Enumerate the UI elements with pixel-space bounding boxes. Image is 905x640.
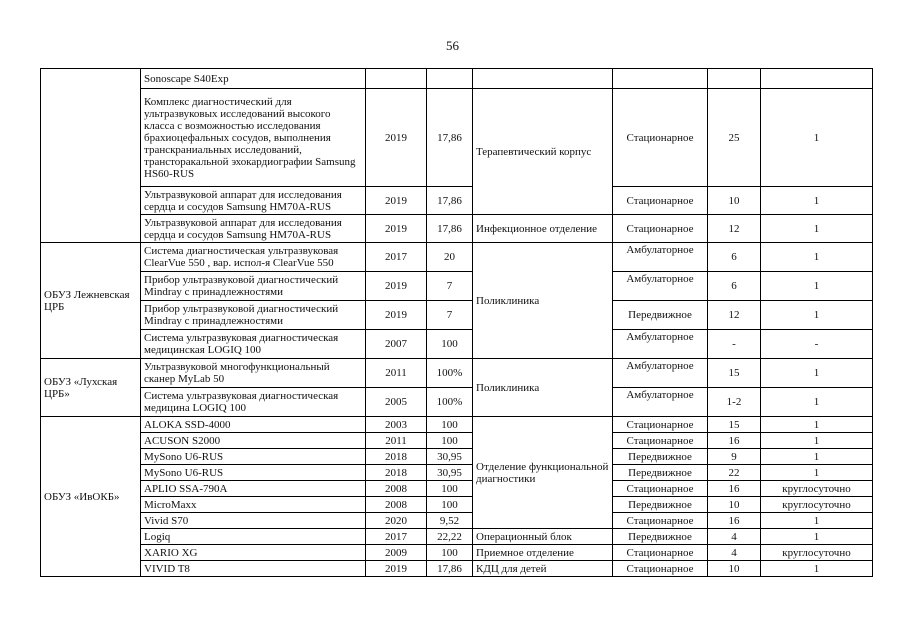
table-row	[41, 215, 873, 243]
hours-cell: 22	[708, 465, 761, 481]
wear-cell: 100	[427, 481, 473, 497]
wear-cell: 100	[427, 433, 473, 449]
shifts-cell: 1	[761, 215, 873, 243]
device-cell: Прибор ультразвуковой диагностический Mindray с принадлежностями	[141, 301, 366, 330]
table-row	[41, 243, 873, 272]
wear-cell: 17,86	[427, 187, 473, 215]
dept-cell: Поликлиника	[473, 359, 613, 417]
year-cell: 2019	[366, 215, 427, 243]
year-cell: 2011	[366, 359, 427, 388]
mode-cell: Стационарное	[613, 187, 708, 215]
device-cell: Ультразвуковой аппарат для исследования сердца и сосудов Samsung HM70A-RUS	[141, 215, 366, 243]
table-row	[41, 481, 873, 497]
mode-cell: Стационарное	[613, 417, 708, 433]
hours-cell: 9	[708, 449, 761, 465]
year-cell: 2005	[366, 388, 427, 417]
hours-cell: 1-2	[708, 388, 761, 417]
year-cell: 2017	[366, 529, 427, 545]
mode-cell: Стационарное	[613, 215, 708, 243]
hours-cell: 10	[708, 497, 761, 513]
wear-cell: 17,86	[427, 215, 473, 243]
year-cell: 2007	[366, 330, 427, 359]
table-row	[41, 545, 873, 561]
table-row	[41, 89, 873, 187]
wear-cell: 100	[427, 497, 473, 513]
mode-cell: Амбулаторное	[613, 359, 708, 388]
hours-cell: 12	[708, 301, 761, 330]
shifts-cell: 1	[761, 465, 873, 481]
mode-cell: Амбулаторное	[613, 388, 708, 417]
device-cell: MicroMaxx	[141, 497, 366, 513]
mode-cell: Амбулаторное	[613, 272, 708, 301]
wear-cell: 7	[427, 272, 473, 301]
year-cell: 2008	[366, 497, 427, 513]
org-cell: ОБУЗ «ИвОКБ»	[41, 417, 141, 577]
wear-cell: 22,22	[427, 529, 473, 545]
wear-cell: 100	[427, 330, 473, 359]
mode-cell: Передвижное	[613, 497, 708, 513]
device-cell: Прибор ультразвуковой диагностический Mindray с принадлежностями	[141, 272, 366, 301]
year-cell: 2008	[366, 481, 427, 497]
hours-cell: 16	[708, 481, 761, 497]
year-cell: 2003	[366, 417, 427, 433]
hours-cell: 6	[708, 272, 761, 301]
shifts-cell: -	[761, 330, 873, 359]
table-row	[41, 388, 873, 417]
mode-cell: Передвижное	[613, 529, 708, 545]
device-cell: MySono U6-RUS	[141, 465, 366, 481]
device-cell: Sonoscape S40Exp	[141, 69, 366, 89]
equipment-table	[40, 68, 873, 577]
wear-cell: 100	[427, 417, 473, 433]
year-cell: 2018	[366, 465, 427, 481]
hours-cell: 4	[708, 529, 761, 545]
device-cell: Ультразвуковой многофункциональный сканер MyLab 50	[141, 359, 366, 388]
mode-cell: Амбулаторное	[613, 243, 708, 272]
shifts-cell: 1	[761, 417, 873, 433]
year-cell: 2019	[366, 561, 427, 577]
device-cell: ACUSON S2000	[141, 433, 366, 449]
shifts-cell: 1	[761, 529, 873, 545]
table-row	[41, 330, 873, 359]
table-row	[41, 301, 873, 330]
shifts-cell: круглосуточно	[761, 481, 873, 497]
table-row	[41, 449, 873, 465]
device-cell: VIVID T8	[141, 561, 366, 577]
table-row	[41, 69, 873, 89]
org-cell: ОБУЗ Лежневская ЦРБ	[41, 243, 141, 359]
table-row	[41, 272, 873, 301]
year-cell: 2019	[366, 301, 427, 330]
table-row	[41, 561, 873, 577]
wear-cell: 17,86	[427, 561, 473, 577]
table-row	[41, 417, 873, 433]
shifts-cell: круглосуточно	[761, 545, 873, 561]
year-cell: 2009	[366, 545, 427, 561]
dept-cell: Поликлиника	[473, 243, 613, 359]
mode-cell: Передвижное	[613, 465, 708, 481]
shifts-cell: 1	[761, 187, 873, 215]
hours-cell: 6	[708, 243, 761, 272]
table-row	[41, 529, 873, 545]
device-cell: XARIO XG	[141, 545, 366, 561]
shifts-cell	[761, 69, 873, 89]
hours-cell: 16	[708, 433, 761, 449]
year-cell: 2011	[366, 433, 427, 449]
shifts-cell: 1	[761, 89, 873, 187]
shifts-cell: 1	[761, 388, 873, 417]
wear-cell: 9,52	[427, 513, 473, 529]
year-cell: 2020	[366, 513, 427, 529]
dept-cell: Инфекционное отделение	[473, 215, 613, 243]
shifts-cell: круглосуточно	[761, 497, 873, 513]
mode-cell: Стационарное	[613, 89, 708, 187]
shifts-cell: 1	[761, 433, 873, 449]
table-row	[41, 497, 873, 513]
device-cell: Система диагностическая ультразвуковая ClearVue 550 , вар. испол-я ClearVue 550	[141, 243, 366, 272]
dept-cell: Операционный блок	[473, 529, 613, 545]
table-row	[41, 465, 873, 481]
year-cell: 2018	[366, 449, 427, 465]
wear-cell: 100%	[427, 359, 473, 388]
dept-cell	[473, 69, 613, 89]
mode-cell: Стационарное	[613, 481, 708, 497]
device-cell: Ультразвуковой аппарат для исследования сердца и сосудов Samsung HM70A-RUS	[141, 187, 366, 215]
mode-cell: Стационарное	[613, 545, 708, 561]
shifts-cell: 1	[761, 272, 873, 301]
year-cell: 2017	[366, 243, 427, 272]
wear-cell: 7	[427, 301, 473, 330]
shifts-cell: 1	[761, 359, 873, 388]
mode-cell	[613, 69, 708, 89]
dept-cell: Отделение функциональной диагностики	[473, 417, 613, 529]
org-cell: ОБУЗ «Лухская ЦРБ»	[41, 359, 141, 417]
dept-cell: Приемное отделение	[473, 545, 613, 561]
dept-cell: КДЦ для детей	[473, 561, 613, 577]
hours-cell: 12	[708, 215, 761, 243]
mode-cell: Передвижное	[613, 301, 708, 330]
year-cell: 2019	[366, 187, 427, 215]
wear-cell: 30,95	[427, 465, 473, 481]
mode-cell: Амбулаторное	[613, 330, 708, 359]
hours-cell: 25	[708, 89, 761, 187]
year-cell: 2019	[366, 89, 427, 187]
hours-cell: 10	[708, 187, 761, 215]
wear-cell: 20	[427, 243, 473, 272]
mode-cell: Стационарное	[613, 513, 708, 529]
mode-cell: Стационарное	[613, 433, 708, 449]
device-cell: ALOKA SSD-4000	[141, 417, 366, 433]
shifts-cell: 1	[761, 301, 873, 330]
mode-cell: Стационарное	[613, 561, 708, 577]
device-cell: Система ультразвуковая диагностическая медицинская LOGIQ 100	[141, 330, 366, 359]
hours-cell: -	[708, 330, 761, 359]
table-row	[41, 433, 873, 449]
hours-cell: 15	[708, 359, 761, 388]
shifts-cell: 1	[761, 561, 873, 577]
device-cell: APLIO SSA-790A	[141, 481, 366, 497]
hours-cell: 10	[708, 561, 761, 577]
device-cell: Vivid S70	[141, 513, 366, 529]
shifts-cell: 1	[761, 449, 873, 465]
table-row	[41, 187, 873, 215]
year-cell	[366, 69, 427, 89]
org-cell	[41, 69, 141, 243]
wear-cell: 30,95	[427, 449, 473, 465]
hours-cell: 16	[708, 513, 761, 529]
year-cell: 2019	[366, 272, 427, 301]
hours-cell	[708, 69, 761, 89]
wear-cell	[427, 69, 473, 89]
device-cell: MySono U6-RUS	[141, 449, 366, 465]
mode-cell: Передвижное	[613, 449, 708, 465]
wear-cell: 100	[427, 545, 473, 561]
dept-cell: Терапевтический корпус	[473, 89, 613, 215]
table-row	[41, 513, 873, 529]
device-cell: Система ультразвуковая диагностическая медицина LOGIQ 100	[141, 388, 366, 417]
device-cell: Комплекс диагностический для ультразвуковых исследований высокого класса с возможностью исследования брахиоцефальных сосудов, выполнения транскраниальных исследований, трансторакальной эхокардиографии Samsung HS60-RUS	[141, 89, 366, 187]
hours-cell: 4	[708, 545, 761, 561]
shifts-cell: 1	[761, 513, 873, 529]
shifts-cell: 1	[761, 243, 873, 272]
wear-cell: 17,86	[427, 89, 473, 187]
device-cell: Logiq	[141, 529, 366, 545]
hours-cell: 15	[708, 417, 761, 433]
table-row	[41, 359, 873, 388]
page-number: 56	[446, 38, 459, 53]
wear-cell: 100%	[427, 388, 473, 417]
